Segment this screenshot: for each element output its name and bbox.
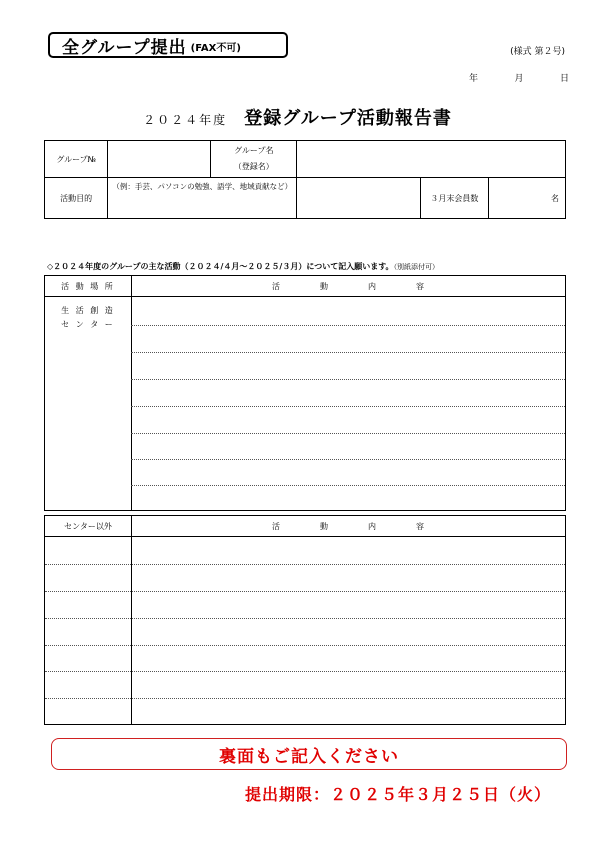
content-header-char: 動 xyxy=(320,521,328,531)
group-no-field[interactable] xyxy=(108,141,211,178)
reverse-notice-box xyxy=(51,738,567,770)
table-row[interactable] xyxy=(131,459,565,460)
document-title xyxy=(0,104,595,130)
members-field[interactable] xyxy=(488,178,565,219)
content-header xyxy=(131,276,565,296)
table-row[interactable] xyxy=(131,485,565,486)
table-row[interactable] xyxy=(45,645,565,646)
submit-label: 全グループ提出 xyxy=(62,37,187,58)
table-row[interactable] xyxy=(131,433,565,434)
content-header-char: 容 xyxy=(416,521,424,531)
group-name-sub: （登録名） xyxy=(233,162,274,171)
group-name-field[interactable] xyxy=(297,141,566,178)
content-header-char: 内 xyxy=(368,281,376,291)
date-year: 年 xyxy=(469,74,479,84)
place-header: 活 動 場 所 xyxy=(61,282,115,291)
reverse-notice: 裏面もご記入ください xyxy=(219,746,399,767)
section-heading-text: ◇２０２４年度のグループの主な活動（２０２４/４月～２０２５/３月）について記入願います。 xyxy=(47,262,394,271)
members-unit: 名 xyxy=(551,193,559,203)
group-no-label: グループ№ xyxy=(45,141,108,178)
content-header-char: 内 xyxy=(368,521,376,531)
purpose-hint: （例：手芸、パソコンの勉強、語学、地域貢献など） xyxy=(112,182,293,191)
activity-table-center xyxy=(44,275,566,511)
group-name-label: グループ名 xyxy=(234,146,274,155)
date-line xyxy=(469,71,569,84)
place-name-line: 生 活 創 造 xyxy=(61,306,115,315)
table-row[interactable] xyxy=(131,325,565,326)
table-row[interactable] xyxy=(45,618,565,619)
activity-section-heading xyxy=(47,261,439,272)
table-row[interactable] xyxy=(131,406,565,407)
place-column xyxy=(45,516,132,724)
content-header-char: 活 xyxy=(272,281,280,291)
table-row[interactable] xyxy=(45,591,565,592)
table-row[interactable] xyxy=(45,671,565,672)
purpose-field[interactable] xyxy=(108,178,297,219)
form-number: (様式 第２号) xyxy=(510,47,565,57)
content-header-char: 活 xyxy=(272,521,280,531)
group-name-label-cell xyxy=(211,141,297,178)
members-label: ３月末会員数 xyxy=(421,178,489,219)
submit-header-box xyxy=(48,32,288,58)
table-row[interactable] xyxy=(131,352,565,353)
title-main: 登録グループ活動報告書 xyxy=(244,108,452,129)
content-header xyxy=(131,516,565,536)
section-note: （別紙添付可） xyxy=(393,263,440,271)
date-month: 月 xyxy=(514,74,524,84)
title-year: ２０２４年度 xyxy=(143,113,228,127)
place-name-line: セ ン タ ー xyxy=(61,320,115,329)
place-header: センター以外 xyxy=(64,522,112,531)
table-row[interactable] xyxy=(131,379,565,380)
table-row[interactable] xyxy=(45,564,565,565)
place-name xyxy=(45,304,131,332)
deadline-text: 提出期限：２０２５年３月２５日（火） xyxy=(244,785,551,804)
group-info-table xyxy=(44,140,566,219)
activity-table-other xyxy=(44,515,566,725)
purpose-extra[interactable] xyxy=(297,178,421,219)
content-header-char: 動 xyxy=(320,281,328,291)
purpose-label: 活動目的 xyxy=(45,178,108,219)
fax-note: (FAX不可) xyxy=(190,43,241,54)
content-header-char: 容 xyxy=(416,281,424,291)
date-day: 日 xyxy=(559,74,569,84)
table-row[interactable] xyxy=(45,698,565,699)
